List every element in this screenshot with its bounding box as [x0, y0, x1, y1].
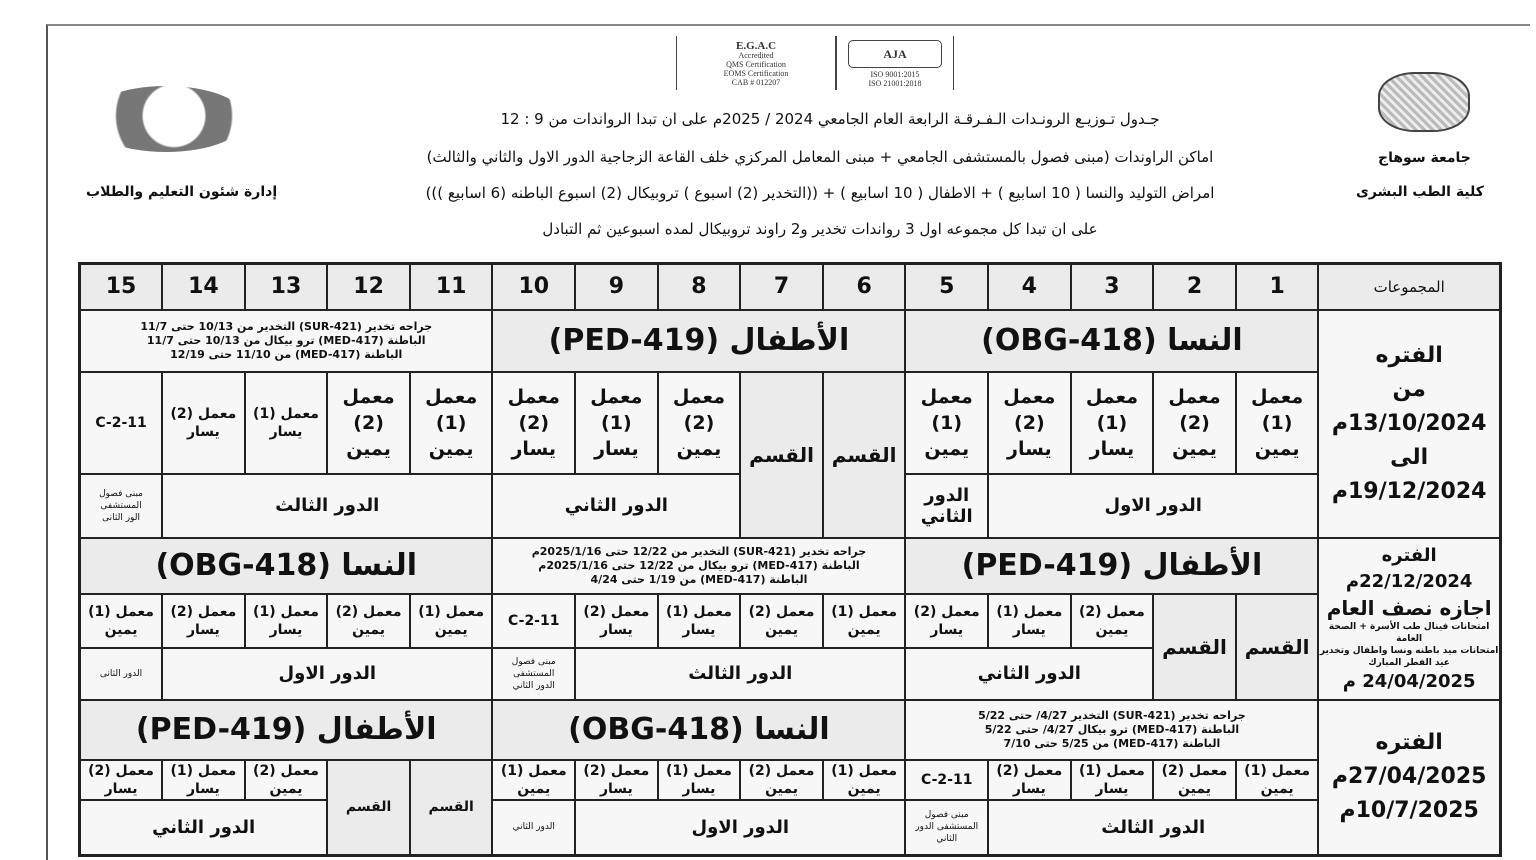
- rounds-schedule-table: [78, 262, 1502, 857]
- group-6: 6: [823, 264, 906, 310]
- lab-cell: معمل (2) يسار: [575, 760, 658, 800]
- group-13: 13: [245, 264, 328, 310]
- lab-cell: معمل (1) يسار: [1071, 372, 1154, 474]
- group-10: 10: [492, 264, 575, 310]
- lab-cell: معمل (2) يسار: [905, 594, 988, 648]
- floor-cell: الدور الثاني: [905, 474, 988, 538]
- building-cell: مبنى فصول المستشفى الدور الثاني: [492, 648, 575, 700]
- anesthesia-internal-note: جراحه تخدير (SUR-421) التخدير من 10/13 حتى 11/7 الباطنة (MED-417) ترو بيكال من 10/13 حتى 11/7 الباطنة (MED-417) من 11/10 حتى 12/19: [80, 310, 493, 372]
- locations-line: اماكن الراوندات (مبنى فصول بالمستشفى الجامعي + مبنى المعامل المركزي خلف القاعة الزجاجية الدور الاول والثاني والثالث): [426, 148, 1214, 166]
- lab-cell: معمل (1) يسار: [658, 760, 741, 800]
- lab-cell: معمل (2) يمين: [327, 594, 410, 648]
- department-cell: القسم: [1153, 594, 1236, 700]
- lab-cell: معمل (1) يمين: [1236, 760, 1319, 800]
- floor-cell: الدور الثالث: [162, 474, 492, 538]
- building-cell: مبنى فصول المستشفى الور الثانى: [80, 474, 163, 538]
- floor-cell: الدور الثاني: [80, 800, 328, 856]
- group-2: 2: [1153, 264, 1236, 310]
- lab-cell: معمل (1) يمين: [905, 372, 988, 474]
- period-3-floors-row: [80, 800, 1501, 856]
- group-11: 11: [410, 264, 493, 310]
- durations-line: امراض التوليد والنسا ( 10 اسابيع ) + الاطفال ( 10 اسابيع ) + ((التخدير (2) اسبوع ) تروبيكال (2) اسبوع الباطنه (6 اسابيع ))): [425, 184, 1215, 202]
- group-7: 7: [740, 264, 823, 310]
- lab-cell: معمل (2) يسار: [988, 760, 1071, 800]
- department-cell: القسم: [1236, 594, 1319, 700]
- lab-cell: معمل (2) يمين: [327, 372, 410, 474]
- department-cell: القسم: [740, 372, 823, 538]
- lab-cell: معمل (1) يسار: [162, 760, 245, 800]
- department-cell: القسم: [823, 372, 906, 538]
- lab-cell: معمل (1) يمين: [410, 594, 493, 648]
- lab-cell: معمل (2) يسار: [80, 760, 163, 800]
- lab-cell: معمل (2) يمين: [1153, 372, 1236, 474]
- lab-cell: معمل (1) يسار: [245, 372, 328, 474]
- faculty-name: كلية الطب البشرى: [1356, 184, 1484, 200]
- period-1-label: الفتره من 13/10/2024م الى 19/12/2024م: [1318, 310, 1500, 538]
- subject-obg: النسا (OBG-418): [492, 700, 905, 760]
- sohag-university-logo: [1378, 72, 1470, 132]
- subject-ped: الأطفال (PED-419): [80, 700, 493, 760]
- lab-cell: معمل (1) يسار: [1071, 760, 1154, 800]
- department-name: إدارة شئون التعليم والطلاب: [86, 184, 278, 200]
- lab-cell: معمل (1) يسار: [245, 594, 328, 648]
- lab-cell: معمل (1) يمين: [823, 594, 906, 648]
- rotation-line: على ان تبدا كل مجموعه اول 3 رواندات تخدير و2 راوند تروبيكال لمده اسبوعين ثم التبادل: [542, 220, 1098, 238]
- lab-cell: معمل (1) يمين: [1236, 372, 1319, 474]
- lab-cell: معمل (1) يسار: [658, 594, 741, 648]
- lab-cell: معمل (2) يسار: [162, 594, 245, 648]
- lab-cell: معمل (2) يمين: [1071, 594, 1154, 648]
- room-cell: C-2-11: [492, 594, 575, 648]
- period-2-labs-row: [80, 594, 1501, 648]
- group-12: 12: [327, 264, 410, 310]
- floor-cell: الدور الاول: [988, 474, 1318, 538]
- period-2-label: الفتره 22/12/2024م اجازه نصف العام امتحانات فينال طب الأسرة + الصحة العامة امتحانات ميد باطنه ونسا واطفال وتخدير عيد الفطر المبارك 24/04/2025 م: [1318, 538, 1500, 700]
- lab-cell: معمل (2) يسار: [492, 372, 575, 474]
- building-cell: مبنى فصول المستشفى الدور الثاني: [905, 800, 988, 856]
- lab-cell: معمل (2) يمين: [658, 372, 741, 474]
- subject-obg: النسا (OBG-418): [905, 310, 1318, 372]
- groups-header-row: [80, 264, 1501, 310]
- floor-cell: الدور الثاني: [492, 474, 740, 538]
- floor-cell: الدور الاول: [162, 648, 492, 700]
- groups-label: المجموعات: [1318, 264, 1500, 310]
- group-1: 1: [1236, 264, 1319, 310]
- lab-cell: معمل (2) يسار: [988, 372, 1071, 474]
- floor-cell: الدور الثانى: [80, 648, 163, 700]
- group-15: 15: [80, 264, 163, 310]
- subject-obg: النسا (OBG-418): [80, 538, 493, 594]
- lab-cell: معمل (2) يمين: [1153, 760, 1236, 800]
- iso-certification-logo: AJA ISO 9001:2015 ISO 21001:2018: [836, 36, 954, 90]
- anesthesia-internal-note: جراحه تخدير (SUR-421) التخدير 4/27/ حتى 5/22 الباطنة (MED-417) ترو بيكال 4/27/ حتى 5/22 الباطنة (MED-417) من 5/25 حتى 7/10: [905, 700, 1318, 760]
- faculty-logo: [86, 86, 246, 152]
- lab-cell: معمل (2) يمين: [740, 594, 823, 648]
- group-4: 4: [988, 264, 1071, 310]
- lab-cell: معمل (1) يمين: [492, 760, 575, 800]
- lab-cell: معمل (2) يسار: [162, 372, 245, 474]
- lab-cell: معمل (2) يمين: [740, 760, 823, 800]
- egac-certification-logo: E.G.A.C Accredited QMS Certification EOMS Certification CAB # 012207: [676, 36, 836, 90]
- room-cell: C-2-11: [80, 372, 163, 474]
- period-3-label: الفتره 27/04/2025م 10/7/2025م: [1318, 700, 1500, 856]
- period-1-labs-row: [80, 372, 1501, 474]
- floor-cell: الدور الاول: [575, 800, 905, 856]
- lab-cell: معمل (2) يسار: [575, 594, 658, 648]
- lab-cell: معمل (1) يمين: [80, 594, 163, 648]
- group-5: 5: [905, 264, 988, 310]
- lab-cell: معمل (1) يسار: [575, 372, 658, 474]
- group-3: 3: [1071, 264, 1154, 310]
- room-cell: C-2-11: [905, 760, 988, 800]
- floor-cell: الدور الثالث: [575, 648, 905, 700]
- floor-cell: الدور الثالث: [988, 800, 1318, 856]
- group-9: 9: [575, 264, 658, 310]
- subject-ped: الأطفال (PED-419): [492, 310, 905, 372]
- department-cell: القسم: [410, 760, 493, 856]
- lab-cell: معمل (1) يمين: [410, 372, 493, 474]
- lab-cell: معمل (2) يمين: [245, 760, 328, 800]
- floor-cell: الدور الثاني: [905, 648, 1153, 700]
- group-8: 8: [658, 264, 741, 310]
- lab-cell: معمل (1) يمين: [823, 760, 906, 800]
- anesthesia-internal-note: جراحه تخدير (SUR-421) التخدير من 12/22 حتى 2025/1/16م الباطنة (MED-417) ترو بيكال من 12/22 حتى 2025/1/16م الباطنة (MED-417) من 1/19 حتى 4/24: [492, 538, 905, 594]
- subject-ped: الأطفال (PED-419): [905, 538, 1318, 594]
- floor-cell: الدور الثاني: [492, 800, 575, 856]
- title-line: جـدول تـوزيـع الرونـدات الـفـرقـة الرابعة العام الجامعي 2024 / 2025م على ان تبدا الرواندات من 9 : 12: [500, 110, 1160, 128]
- university-name: جامعة سوهاج: [1378, 150, 1471, 166]
- lab-cell: معمل (1) يسار: [988, 594, 1071, 648]
- group-14: 14: [162, 264, 245, 310]
- department-cell: القسم: [327, 760, 410, 856]
- period-3-labs-row: [80, 760, 1501, 800]
